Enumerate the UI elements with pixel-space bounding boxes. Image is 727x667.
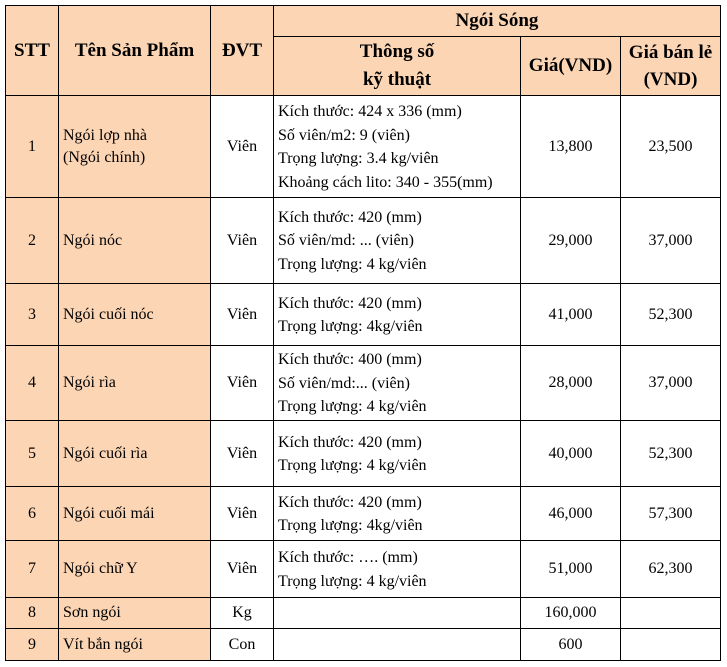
- table-row: [6, 598, 721, 629]
- cell-retail-price: 57,300: [621, 487, 721, 541]
- cell-stt: 7: [6, 541, 59, 598]
- cell-specs: [274, 598, 521, 629]
- header-retail-line1: Giá bán lẻ: [628, 42, 713, 63]
- spec-line: Kích thước: …. (mm): [278, 549, 418, 566]
- cell-unit: Viên: [211, 346, 274, 421]
- header-spec-line1: Thông số: [359, 41, 435, 62]
- cell-unit: Kg: [211, 598, 274, 629]
- spec-line: Trọng lượng: 4 kg/viên: [278, 457, 427, 474]
- spec-line: Kích thước: 420 (mm): [278, 294, 422, 312]
- header-spec: [274, 37, 521, 96]
- cell-price: 40,000: [521, 421, 621, 487]
- spec-line: Kích thước: 420 (mm): [278, 433, 422, 451]
- spec-line: Kích thước: 420 (mm): [278, 208, 422, 226]
- table-body: [6, 96, 721, 661]
- cell-stt: 9: [6, 629, 59, 661]
- price-table: [5, 5, 721, 661]
- table-row: [6, 346, 721, 421]
- spec-line: Trọng lượng: 3.4 kg/viên: [278, 150, 439, 167]
- cell-unit: Viên: [211, 541, 274, 598]
- spec-line: Số viên/m2: 9 (viên): [278, 126, 410, 144]
- product-name-line: Sơn ngói: [63, 604, 121, 621]
- cell-stt: 4: [6, 346, 59, 421]
- cell-stt: 3: [6, 284, 59, 346]
- cell-specs: [274, 198, 521, 284]
- header-spec-line2: kỹ thuật: [362, 69, 432, 90]
- cell-specs: [274, 541, 521, 598]
- cell-price: 29,000: [521, 198, 621, 284]
- product-name-line: Ngói rìa: [63, 374, 116, 391]
- cell-price: 600: [521, 629, 621, 661]
- product-name-line: Ngói cuối rìa: [63, 444, 148, 462]
- spec-line: Kích thước: 420 (mm): [278, 493, 422, 511]
- cell-product-name: [59, 96, 211, 198]
- cell-price: 51,000: [521, 541, 621, 598]
- cell-price: 41,000: [521, 284, 621, 346]
- cell-unit: Viên: [211, 421, 274, 487]
- spec-line: Kích thước: 424 x 336 (mm): [278, 103, 462, 120]
- header-product-name: Tên Sản Phẩm: [59, 6, 211, 96]
- cell-stt: 6: [6, 487, 59, 541]
- cell-stt: 8: [6, 598, 59, 629]
- spec-line: Trọng lượng: 4 kg/viên: [278, 398, 427, 416]
- cell-specs: [274, 346, 521, 421]
- product-name-line: Ngói chữ Y: [63, 560, 138, 577]
- spec-line: Trọng lượng: 4kg/viên: [278, 318, 423, 335]
- cell-product-name: [59, 629, 211, 661]
- cell-specs: [274, 284, 521, 346]
- cell-price: 46,000: [521, 487, 621, 541]
- cell-specs: [274, 96, 521, 198]
- header-retail-price: [621, 37, 721, 96]
- cell-product-name: [59, 598, 211, 629]
- spec-line: Trọng lượng: 4 kg/viên: [278, 255, 427, 273]
- cell-unit: Viên: [211, 198, 274, 284]
- spec-line: Số viên/md:... (viên): [278, 374, 410, 392]
- spec-line: Kích thước: 400 (mm): [278, 351, 422, 369]
- cell-product-name: [59, 284, 211, 346]
- cell-retail-price: 23,500: [621, 96, 721, 198]
- header-price: Giá(VND): [521, 37, 621, 96]
- cell-retail-price: 37,000: [621, 346, 721, 421]
- cell-specs: [274, 629, 521, 661]
- cell-unit: Viên: [211, 96, 274, 198]
- cell-product-name: [59, 346, 211, 421]
- cell-price: 28,000: [521, 346, 621, 421]
- cell-stt: 5: [6, 421, 59, 487]
- spec-line: Số viên/md: ... (viên): [278, 232, 414, 250]
- cell-product-name: [59, 421, 211, 487]
- header-group-ngoi-song: Ngói Sóng: [274, 6, 721, 37]
- table-row: [6, 96, 721, 198]
- cell-stt: 1: [6, 96, 59, 198]
- product-name-line: Ngói lợp nhà: [63, 126, 148, 144]
- table-row: [6, 284, 721, 346]
- cell-specs: [274, 487, 521, 541]
- cell-stt: 2: [6, 198, 59, 284]
- cell-product-name: [59, 198, 211, 284]
- product-name-line: Ngói nóc: [63, 231, 123, 249]
- table-row: [6, 421, 721, 487]
- cell-unit: Viên: [211, 487, 274, 541]
- cell-retail-price: [621, 598, 721, 629]
- table-row: [6, 629, 721, 661]
- spec-line: Trọng lượng: 4 kg/viên: [278, 572, 427, 590]
- product-name-line: Ngói cuối nóc: [63, 305, 154, 323]
- cell-retail-price: 62,300: [621, 541, 721, 598]
- cell-price: 13,800: [521, 96, 621, 198]
- header-unit: ĐVT: [211, 6, 274, 96]
- header-retail-line2: (VND): [643, 69, 698, 90]
- spec-line: Trọng lượng: 4kg/viên: [278, 517, 423, 534]
- spec-line: Khoảng cách lito: 340 - 355(mm): [278, 173, 493, 191]
- cell-product-name: [59, 487, 211, 541]
- cell-unit: Viên: [211, 284, 274, 346]
- cell-retail-price: [621, 629, 721, 661]
- table-row: [6, 198, 721, 284]
- cell-unit: Con: [211, 629, 274, 661]
- cell-price: 160,000: [521, 598, 621, 629]
- product-name-line: (Ngói chính): [63, 148, 146, 166]
- header-stt: STT: [6, 6, 59, 96]
- product-name-line: Vít bắn ngói: [63, 635, 143, 653]
- cell-retail-price: 37,000: [621, 198, 721, 284]
- table-row: [6, 487, 721, 541]
- cell-retail-price: 52,300: [621, 284, 721, 346]
- cell-specs: [274, 421, 521, 487]
- cell-retail-price: 52,300: [621, 421, 721, 487]
- table-row: [6, 541, 721, 598]
- cell-product-name: [59, 541, 211, 598]
- product-name-line: Ngói cuối mái: [63, 504, 155, 522]
